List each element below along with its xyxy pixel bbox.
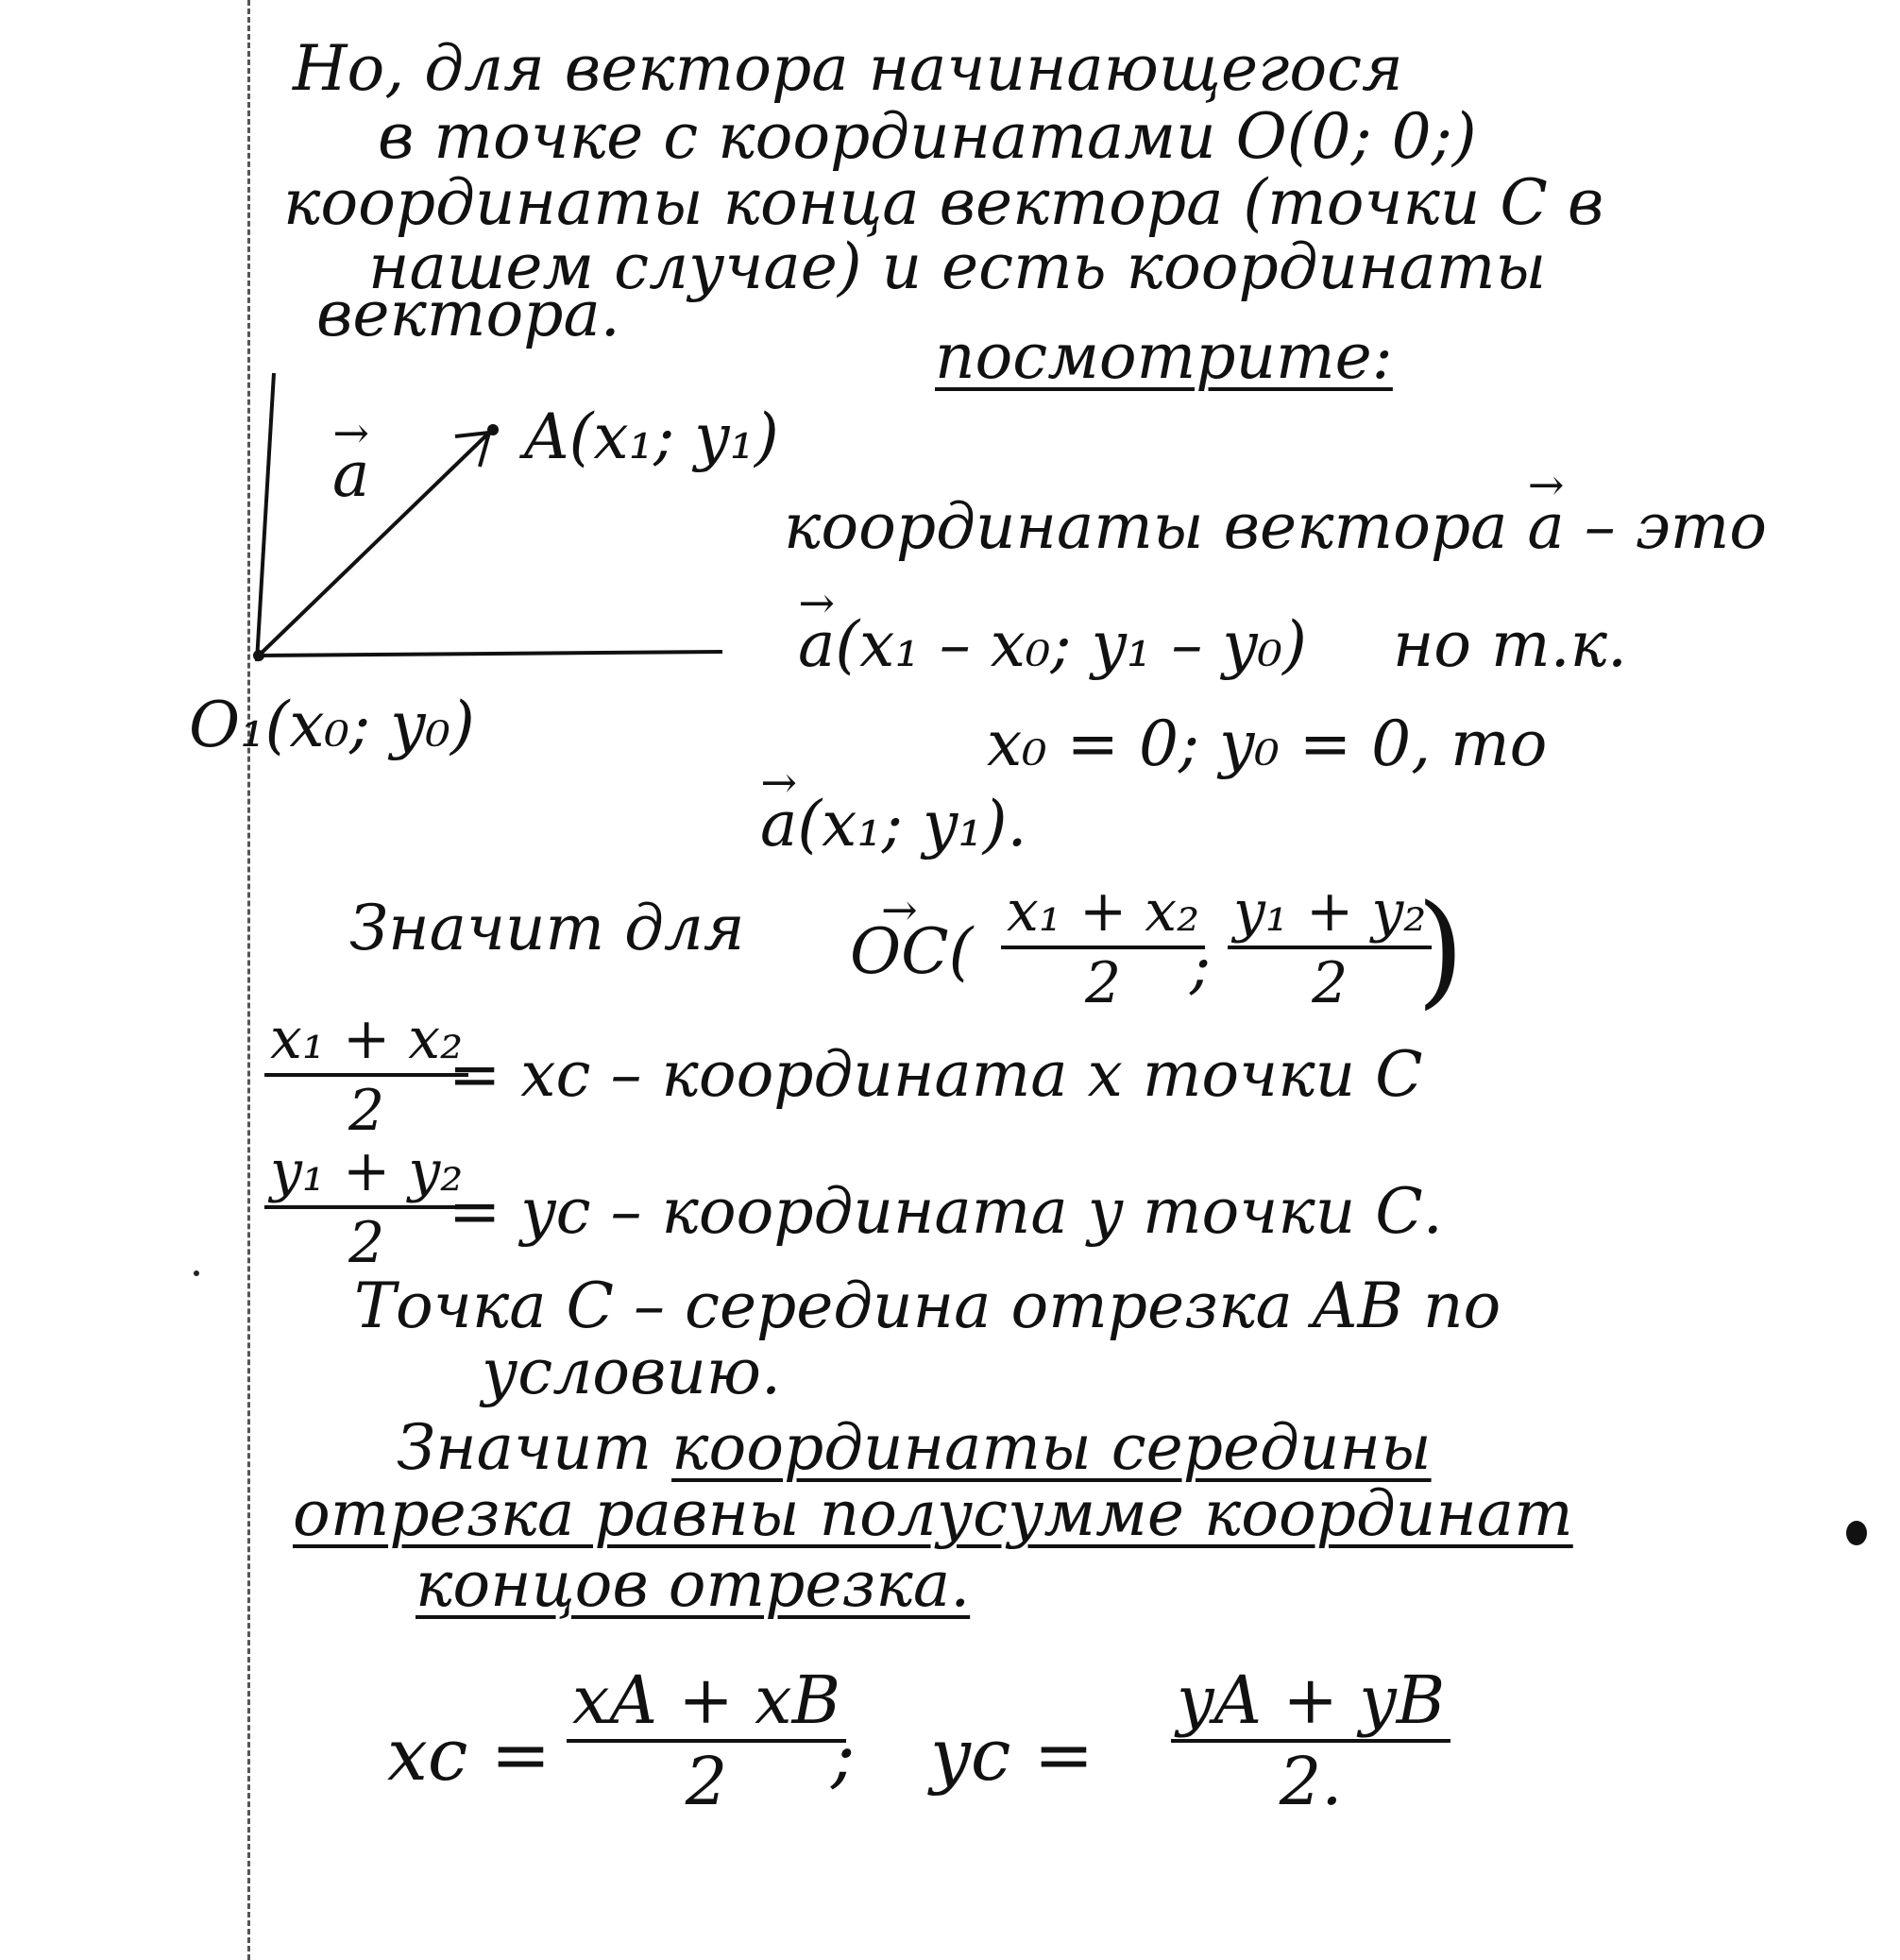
point-a-label: A(x₁; y₁) [524,401,779,473]
znachit-dlya-text: Значит для [349,892,745,964]
xc-fraction-denominator: 2 [348,1078,385,1144]
vector-a-label [332,438,370,511]
oc-fraction-x [1001,878,1205,1016]
intro-line-2: в точке с координатами O(0; 0;) [378,100,1477,173]
oc-fraction-y [1228,878,1432,1016]
vector-a-arrow [259,433,489,656]
x-axis [257,652,722,656]
intro-line-1: Но, для вектора начинающегося [293,32,1403,105]
vector-a-symbol: → a [332,444,369,506]
yc-fraction-denominator: 2 [348,1210,385,1276]
explanation-line-2-expr: (x₁ – x₀; y₁ – y₀) [835,608,1307,681]
look-heading: посмотрите: [935,320,1393,393]
origin-dot [253,650,264,661]
oc-fraction-x-denominator: 2 [1085,950,1122,1016]
explanation-line-1-vector: → a [1527,496,1564,558]
ink-speck [194,1270,199,1276]
explanation-line-1 [784,490,1768,563]
intro-line-4: нашем случае) и есть координаты [368,230,1547,303]
formula-xc-numerator: xA + xB [567,1667,846,1743]
midpoint-line-1: Точка С – середина отрезка AB по [354,1270,1501,1342]
formula-yc-denominator: 2. [1279,1743,1343,1820]
intro-line-3: координаты конца вектора (точки С в [283,166,1604,239]
xc-fraction [264,1006,468,1144]
conclusion-line-3: концов отрезка. [416,1548,971,1621]
formula-xc-lhs: xc = [387,1713,551,1797]
midpoint-line-2: условию. [482,1336,782,1408]
oc-separator: ; [1190,929,1212,1002]
conclusion-line-2: отрезка равны полусумме координат [293,1477,1573,1550]
formula-separator: ; [831,1713,856,1797]
explanation-line-4-vector: → a [760,793,797,856]
yc-fraction-numerator: y₁ + y₂ [264,1143,468,1209]
point-a-dot [487,424,499,435]
explanation-line-4 [760,788,1027,861]
y-axis [257,373,274,661]
explanation-line-1-text: координаты вектора [784,490,1508,563]
xc-fraction-numerator: x₁ + x₂ [264,1011,468,1077]
formula-yc-numerator: yA + yB [1171,1667,1450,1743]
yc-definition-text: = yc – координата y точки С. [449,1175,1443,1248]
oc-fraction-y-numerator: y₁ + y₂ [1228,883,1432,949]
explanation-line-2 [798,608,1627,681]
conclusion-prefix: Значит [397,1411,653,1484]
oc-fraction-y-denominator: 2 [1312,950,1349,1016]
explanation-line-1-dash: – это [1584,490,1768,563]
formula-xc-denominator: 2 [685,1743,728,1820]
conclusion-underlined-start: координаты середины [671,1411,1432,1484]
znachit-oc-vector: → OC( [850,921,973,983]
oc-fraction-x-numerator: x₁ + x₂ [1001,883,1205,949]
formula-xc-fraction [567,1662,846,1820]
explanation-line-2-tail: но т.к. [1392,608,1627,681]
vector-oc-symbol: → OC [850,921,949,983]
formula-yc-lhs: yc = [930,1713,1094,1797]
intro-line-5: вектора. [316,278,620,350]
explanation-line-2-vector: → a [798,614,835,676]
explanation-line-3: x₀ = 0; y₀ = 0, то [987,707,1548,780]
yc-fraction [264,1138,468,1276]
oc-close-paren: ) [1417,878,1465,1021]
explanation-line-4-expr: (x₁; y₁). [797,788,1027,861]
formula-yc-fraction [1171,1662,1450,1820]
ink-blot [1846,1521,1867,1545]
point-o-label: O₁(x₀; y₀) [189,689,475,761]
xc-definition-text: = xc – координата x точки С [449,1038,1423,1111]
conclusion-line-1 [397,1411,1432,1484]
